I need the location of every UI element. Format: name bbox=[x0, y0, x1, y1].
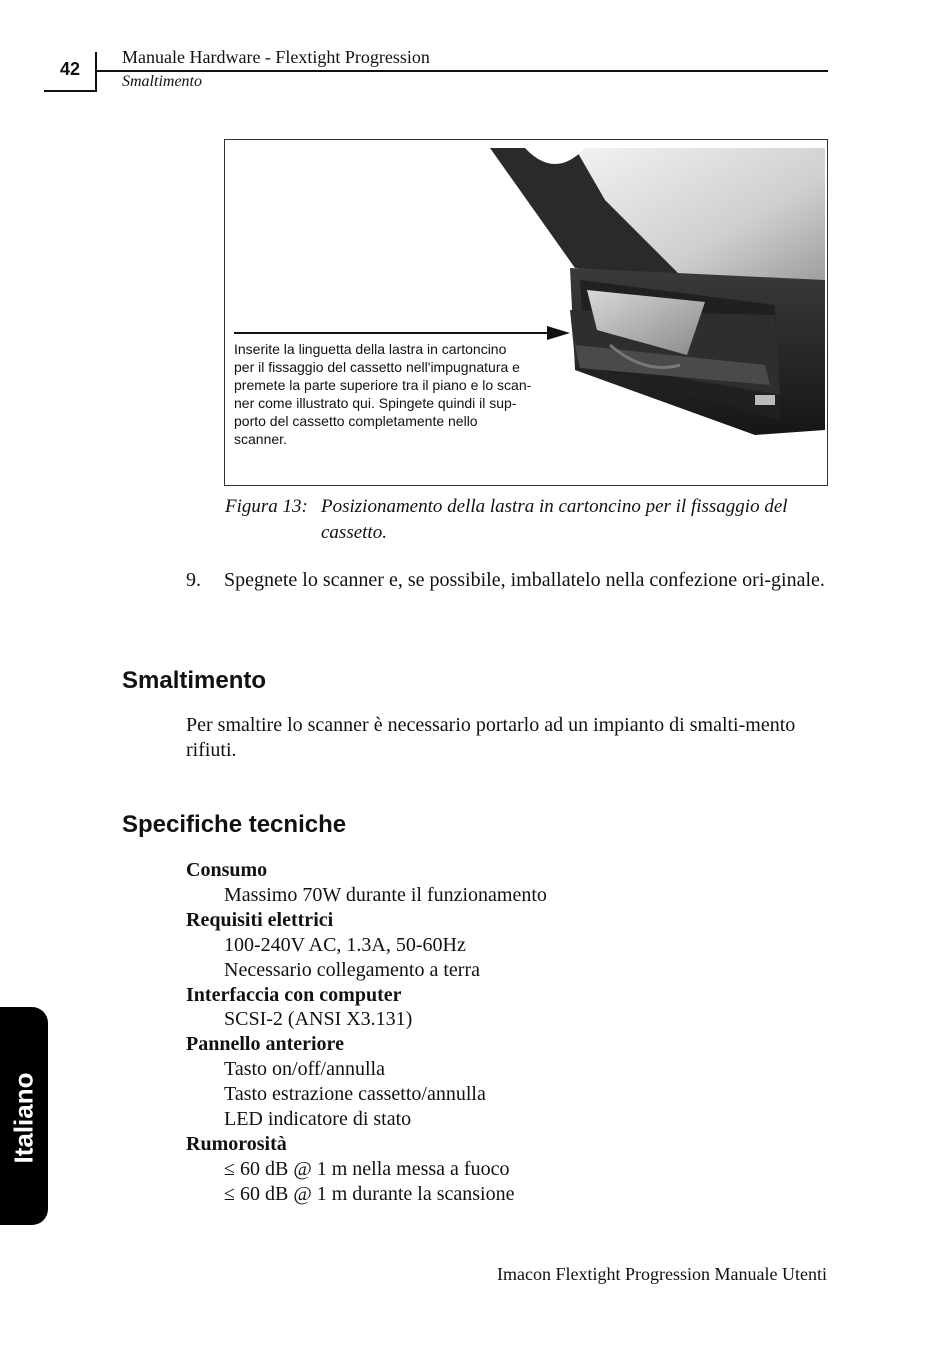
spec-label: Interfaccia con computer bbox=[186, 983, 402, 1006]
spec-value: Necessario collegamento a terra bbox=[224, 958, 480, 981]
page-number-rule bbox=[44, 90, 96, 92]
heading-specifiche-tecniche: Specifiche tecniche bbox=[122, 811, 347, 838]
step-9 bbox=[186, 568, 831, 593]
spec-value: LED indicatore di stato bbox=[224, 1108, 412, 1131]
language-tab-label: Italiano bbox=[8, 1072, 39, 1164]
running-header-section: Smaltimento bbox=[122, 73, 202, 90]
spec-label: Pannello anteriore bbox=[186, 1033, 344, 1056]
spec-value: SCSI-2 (ANSI X3.131) bbox=[224, 1008, 413, 1031]
spec-label: Consumo bbox=[186, 859, 268, 881]
page-number: 42 bbox=[59, 59, 81, 79]
spec-value: ≤ 60 dB @ 1 m nella messa a fuoco bbox=[224, 1157, 510, 1180]
step-number: 9. bbox=[186, 569, 201, 591]
callout-line: ner come illustrato qui. Spingete quindi il sup- bbox=[234, 395, 517, 411]
header-divider bbox=[95, 52, 97, 92]
paragraph-smaltimento: Per smaltire lo scanner è necessario portarlo ad un impianto di smalti-mento rifiuti. bbox=[186, 714, 796, 761]
spec-value: ≤ 60 dB @ 1 m durante la scansione bbox=[224, 1182, 515, 1205]
spec-label: Requisiti elettrici bbox=[186, 908, 334, 931]
header-rule bbox=[97, 70, 828, 72]
spec-value: 100-240V AC, 1.3A, 50-60Hz bbox=[224, 933, 466, 956]
figure-caption-text: Posizionamento della lastra in cartoncino per il fissaggio del cassetto. bbox=[321, 496, 788, 543]
spec-value: Tasto estrazione cassetto/annulla bbox=[224, 1083, 486, 1106]
heading-smaltimento: Smaltimento bbox=[122, 667, 267, 694]
callout-line: premete la parte superiore tra il piano e lo scan- bbox=[234, 377, 532, 393]
spec-list bbox=[186, 858, 826, 1207]
figure-caption bbox=[225, 494, 825, 546]
callout-line: per il fissaggio del cassetto nell'impugnatura e bbox=[234, 359, 520, 375]
spec-value: Massimo 70W durante il funzionamento bbox=[224, 883, 547, 906]
figure-13 bbox=[224, 139, 828, 486]
step-text: Spegnete lo scanner e, se possibile, imballatelo nella confezione ori-ginale. bbox=[224, 569, 825, 591]
figure-callout bbox=[234, 340, 574, 448]
callout-line: porto del cassetto completamente nello bbox=[234, 413, 478, 429]
spec-label: Rumorosità bbox=[186, 1132, 287, 1155]
figure-caption-label: Figura 13: bbox=[225, 496, 308, 517]
callout-line: scanner. bbox=[234, 431, 287, 447]
running-header-title: Manuale Hardware - Flextight Progression bbox=[122, 47, 430, 67]
running-footer: Imacon Flextight Progression Manuale Utenti bbox=[497, 1264, 827, 1284]
language-tab bbox=[0, 1007, 48, 1225]
spec-value: Tasto on/off/annulla bbox=[224, 1058, 385, 1081]
callout-line: Inserite la linguetta della lastra in cartoncino bbox=[234, 341, 507, 357]
